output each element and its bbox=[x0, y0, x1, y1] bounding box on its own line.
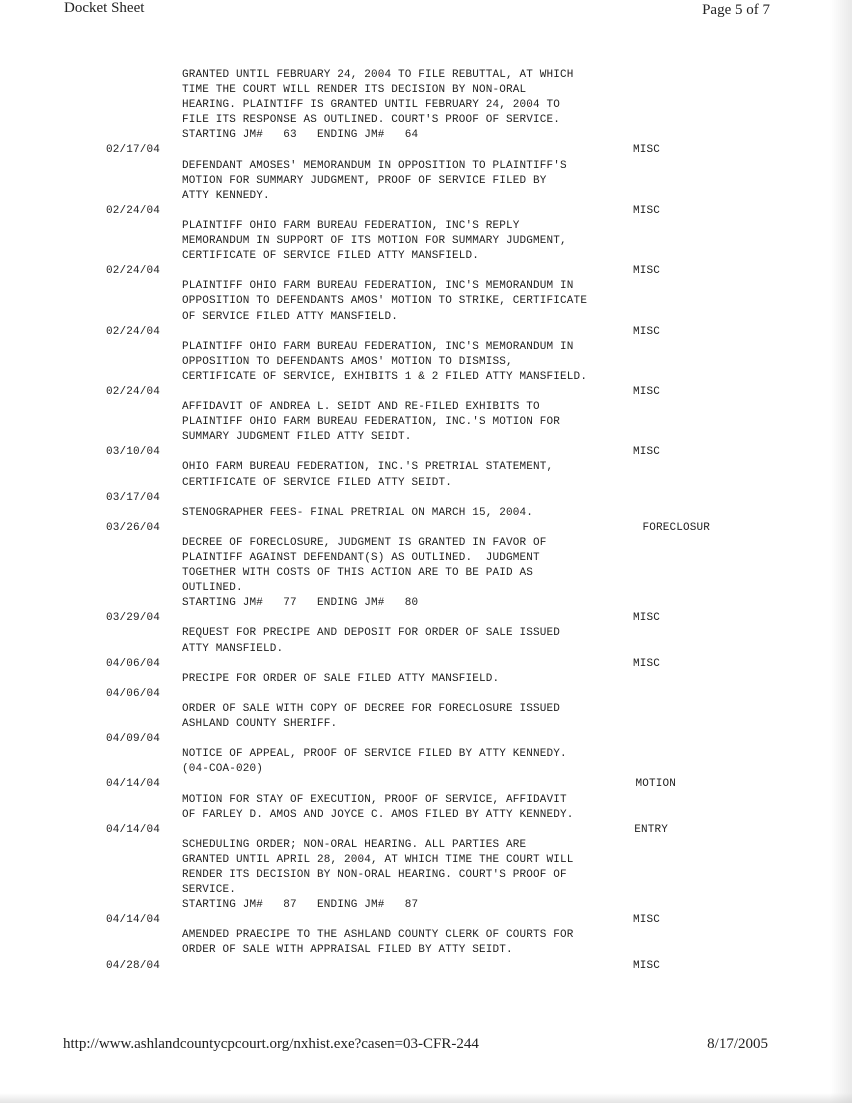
docket-entry-header bbox=[0, 204, 852, 219]
entry-date: 02/24/04 bbox=[106, 385, 161, 398]
docket-list bbox=[0, 68, 852, 974]
continuation-line bbox=[0, 128, 852, 143]
entry-text-line: AFFIDAVIT OF ANDREA L. SEIDT AND RE-FILED EXHIBITS TO bbox=[182, 401, 540, 414]
docket-sheet-title: Docket Sheet bbox=[64, 0, 145, 16]
entry-date: 03/26/04 bbox=[106, 521, 161, 534]
docket-entry-header bbox=[0, 325, 852, 340]
page-footer bbox=[0, 1036, 852, 1058]
entry-text-line: DECREE OF FORECLOSURE, JUDGMENT IS GRANTED IN FAVOR OF bbox=[182, 536, 547, 549]
docket-entry-text bbox=[0, 596, 852, 611]
docket-entry-header bbox=[0, 777, 852, 792]
entry-text-line: GRANTED UNTIL FEBRUARY 24, 2004 TO FILE REBUTTAL, AT WHICH bbox=[182, 69, 574, 81]
docket-entry-header bbox=[0, 959, 852, 974]
docket-entry-text bbox=[0, 279, 852, 294]
entry-text-line: STENOGRAPHER FEES- FINAL PRETRIAL ON MARCH 15, 2004. bbox=[182, 506, 534, 519]
docket-entry-text bbox=[0, 370, 852, 385]
docket-entry-text bbox=[0, 642, 852, 657]
entry-text-line: MOTION FOR SUMMARY JUDGMENT, PROOF OF SERVICE FILED BY bbox=[182, 174, 547, 187]
docket-entry-text bbox=[0, 430, 852, 445]
entry-type: MISC bbox=[632, 612, 660, 625]
entry-date: 04/06/04 bbox=[106, 657, 161, 670]
docket-entry-text bbox=[0, 294, 852, 309]
entry-text-line: CERTIFICATE OF SERVICE FILED ATTY SEIDT. bbox=[182, 476, 453, 489]
docket-entry-header bbox=[0, 491, 852, 506]
scan-shadow bbox=[830, 0, 852, 1103]
entry-text-line: REQUEST FOR PRECIPE AND DEPOSIT FOR ORDER OF SALE ISSUED bbox=[182, 627, 561, 640]
entry-text-line: CERTIFICATE OF SERVICE FILED ATTY MANSFIELD. bbox=[182, 250, 480, 263]
docket-entry-text bbox=[0, 506, 852, 521]
print-date: 8/17/2005 bbox=[707, 1036, 768, 1052]
scan-shadow-bottom bbox=[0, 1093, 852, 1103]
docket-entry-text bbox=[0, 626, 852, 641]
docket-entry-header bbox=[0, 823, 852, 838]
entry-date: 04/28/04 bbox=[106, 959, 161, 972]
entry-date: 04/14/04 bbox=[106, 914, 161, 927]
entry-text-line: STARTING JM# 87 ENDING JM# 87 bbox=[182, 899, 419, 912]
entry-type: MISC bbox=[632, 914, 660, 927]
entry-date: 02/24/04 bbox=[106, 204, 161, 217]
docket-entry-header bbox=[0, 913, 852, 928]
entry-text-line: RENDER ITS DECISION BY NON-ORAL HEARING. COURT'S PROOF OF bbox=[182, 868, 567, 881]
docket-entry-text bbox=[0, 717, 852, 732]
docket-entry-text bbox=[0, 702, 852, 717]
entry-text-line: OF SERVICE FILED ATTY MANSFIELD. bbox=[182, 310, 399, 323]
page-header bbox=[0, 0, 852, 24]
docket-entry-header bbox=[0, 385, 852, 400]
docket-entry-text bbox=[0, 868, 852, 883]
entry-text-line: ATTY MANSFIELD. bbox=[182, 642, 284, 655]
entry-text-line: OHIO FARM BUREAU FEDERATION, INC.'S PRETRIAL STATEMENT, bbox=[182, 461, 554, 474]
docket-entry-text bbox=[0, 310, 852, 325]
entry-text-line: PLAINTIFF OHIO FARM BUREAU FEDERATION, INC'S REPLY bbox=[182, 219, 520, 232]
entry-text-line: ATTY KENNEDY. bbox=[182, 189, 270, 202]
docket-entry-text bbox=[0, 189, 852, 204]
docket-entry-text bbox=[0, 672, 852, 687]
docket-entry-text bbox=[0, 793, 852, 808]
docket-entry-text bbox=[0, 249, 852, 264]
docket-entry-header bbox=[0, 732, 852, 747]
entry-text-line: ORDER OF SALE WITH COPY OF DECREE FOR FORECLOSURE ISSUED bbox=[182, 702, 561, 715]
entry-text-line: PLAINTIFF AGAINST DEFENDANT(S) AS OUTLINED. JUDGMENT bbox=[182, 552, 540, 564]
entry-text-line: MOTION FOR STAY OF EXECUTION, PROOF OF SERVICE, AFFIDAVIT bbox=[182, 793, 567, 806]
entry-text-line: ASHLAND COUNTY SHERIFF. bbox=[182, 718, 338, 731]
entry-text-line: SCHEDULING ORDER; NON-ORAL HEARING. ALL PARTIES ARE bbox=[182, 838, 527, 851]
continuation-line bbox=[0, 83, 852, 98]
entry-text-line: PLAINTIFF OHIO FARM BUREAU FEDERATION, INC.'S MOTION FOR bbox=[182, 416, 561, 429]
entry-text-line: SERVICE. bbox=[182, 884, 237, 897]
entry-text-line: ORDER OF SALE WITH APPRAISAL FILED BY ATTY SEIDT. bbox=[182, 944, 513, 957]
docket-entry-text bbox=[0, 460, 852, 475]
docket-entry-text bbox=[0, 898, 852, 913]
docket-entry-text bbox=[0, 551, 852, 566]
docket-entry-header bbox=[0, 657, 852, 672]
entry-date: 03/10/04 bbox=[106, 446, 161, 459]
entry-type: MISC bbox=[632, 265, 660, 278]
docket-entry-header bbox=[0, 521, 852, 536]
entry-text-line: TOGETHER WITH COSTS OF THIS ACTION ARE TO BE PAID AS bbox=[182, 567, 534, 580]
entry-type: MISC bbox=[632, 385, 660, 398]
entry-date: 02/24/04 bbox=[106, 325, 161, 338]
docket-entry-text bbox=[0, 762, 852, 777]
entry-text-line: OPPOSITION TO DEFENDANTS AMOS' MOTION TO DISMISS, bbox=[182, 355, 513, 368]
entry-type: MISC bbox=[632, 325, 660, 338]
entry-text-line: GRANTED UNTIL APRIL 28, 2004, AT WHICH TIME THE COURT WILL bbox=[182, 853, 574, 866]
entry-date: 04/14/04 bbox=[106, 823, 161, 836]
entry-text-line: PRECIPE FOR ORDER OF SALE FILED ATTY MANSFIELD. bbox=[182, 672, 500, 685]
docket-entry-text bbox=[0, 808, 852, 823]
entry-type: MOTION bbox=[635, 778, 676, 791]
docket-entry-text bbox=[0, 159, 852, 174]
entry-type: MISC bbox=[632, 657, 660, 670]
entry-text-line: OPPOSITION TO DEFENDANTS AMOS' MOTION TO STRIKE, CERTIFICATE bbox=[182, 295, 588, 308]
docket-entry-text bbox=[0, 476, 852, 491]
docket-entry-header bbox=[0, 687, 852, 702]
entry-text-line: CERTIFICATE OF SERVICE, EXHIBITS 1 & 2 FILED ATTY MANSFIELD. bbox=[182, 370, 588, 383]
docket-entry-header bbox=[0, 264, 852, 279]
docket-entry-text bbox=[0, 883, 852, 898]
entry-text-line: PLAINTIFF OHIO FARM BUREAU FEDERATION, INC'S MEMORANDUM IN bbox=[182, 340, 574, 353]
page-number: Page 5 of 7 bbox=[702, 2, 770, 18]
continuation-line bbox=[0, 68, 852, 83]
entry-date: 02/24/04 bbox=[106, 265, 161, 278]
docket-entry-text bbox=[0, 566, 852, 581]
entry-date: 04/14/04 bbox=[106, 778, 161, 791]
docket-entry-text bbox=[0, 536, 852, 551]
entry-text-line: HEARING. PLAINTIFF IS GRANTED UNTIL FEBRUARY 24, 2004 TO bbox=[182, 99, 561, 112]
entry-type: MISC bbox=[632, 446, 660, 459]
continuation-line bbox=[0, 113, 852, 128]
docket-entry-text bbox=[0, 174, 852, 189]
docket-entry-text bbox=[0, 219, 852, 234]
entry-type: MISC bbox=[632, 204, 660, 217]
source-url: http://www.ashlandcountycpcourt.org/nxhist.exe?casen=03-CFR-244 bbox=[63, 1036, 479, 1052]
entry-type: MISC bbox=[632, 959, 660, 972]
entry-text-line: STARTING JM# 77 ENDING JM# 80 bbox=[182, 597, 419, 610]
docket-entry-text bbox=[0, 838, 852, 853]
docket-entry-header bbox=[0, 445, 852, 460]
entry-text-line: FILE ITS RESPONSE AS OUTLINED. COURT'S PROOF OF SERVICE. bbox=[182, 114, 561, 127]
docket-entry-text bbox=[0, 234, 852, 249]
entry-text-line: PLAINTIFF OHIO FARM BUREAU FEDERATION, INC'S MEMORANDUM IN bbox=[182, 280, 574, 293]
entry-text-line: DEFENDANT AMOSES' MEMORANDUM IN OPPOSITION TO PLAINTIFF'S bbox=[182, 159, 567, 172]
entry-type: ENTRY bbox=[634, 823, 668, 836]
docket-entry-text bbox=[0, 355, 852, 370]
docket-entry-text bbox=[0, 400, 852, 415]
entry-date: 04/09/04 bbox=[106, 733, 161, 746]
entry-text-line: OUTLINED. bbox=[182, 582, 243, 595]
entry-text-line: (04-COA-020) bbox=[182, 763, 264, 776]
docket-entry-header bbox=[0, 611, 852, 626]
docket-entry-text bbox=[0, 415, 852, 430]
docket-entry-header bbox=[0, 143, 852, 158]
docket-entry-text bbox=[0, 340, 852, 355]
entry-text-line: MEMORANDUM IN SUPPORT OF ITS MOTION FOR SUMMARY JUDGMENT, bbox=[182, 235, 567, 248]
entry-date: 03/17/04 bbox=[106, 491, 161, 504]
docket-entry-text bbox=[0, 853, 852, 868]
docket-entry-text bbox=[0, 928, 852, 943]
continuation-line bbox=[0, 98, 852, 113]
entry-text-line: STARTING JM# 63 ENDING JM# 64 bbox=[182, 129, 419, 142]
entry-type: MISC bbox=[632, 144, 660, 157]
entry-text-line: NOTICE OF APPEAL, PROOF OF SERVICE FILED BY ATTY KENNEDY. bbox=[182, 748, 567, 761]
entry-date: 04/06/04 bbox=[106, 687, 161, 700]
entry-date: 03/29/04 bbox=[106, 612, 161, 625]
entry-text-line: AMENDED PRAECIPE TO THE ASHLAND COUNTY CLERK OF COURTS FOR bbox=[182, 929, 574, 942]
entry-date: 02/17/04 bbox=[106, 144, 161, 157]
docket-entry-text bbox=[0, 747, 852, 762]
entry-text-line: TIME THE COURT WILL RENDER ITS DECISION BY NON-ORAL bbox=[182, 84, 527, 97]
docket-entry-text bbox=[0, 581, 852, 596]
entry-text-line: SUMMARY JUDGMENT FILED ATTY SEIDT. bbox=[182, 431, 412, 444]
docket-entry-text bbox=[0, 943, 852, 958]
entry-type: FORECLOSUR bbox=[642, 521, 710, 534]
entry-text-line: OF FARLEY D. AMOS AND JOYCE C. AMOS FILED BY ATTY KENNEDY. bbox=[182, 808, 574, 821]
